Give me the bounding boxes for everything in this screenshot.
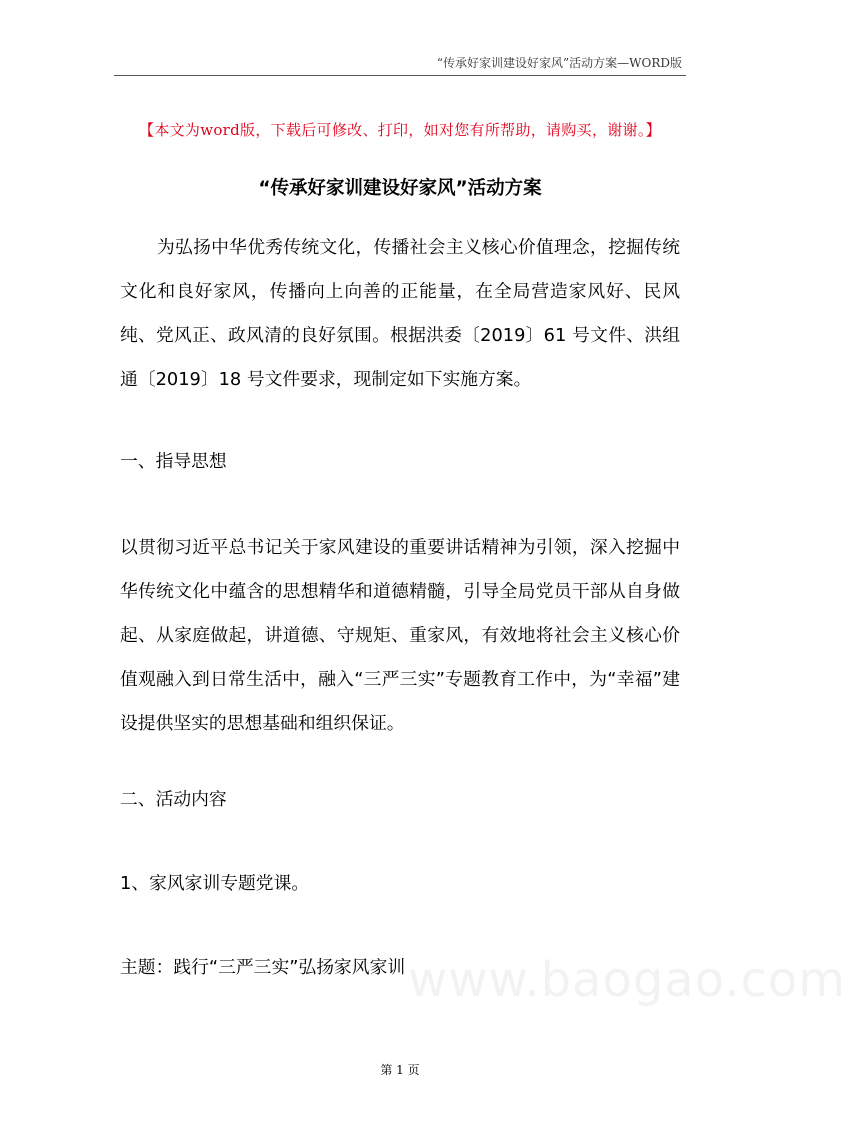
section-heading-activity-content: 二、活动内容: [120, 789, 227, 810]
running-header: “传承好家训建设好家风”活动方案—WORD版: [436, 56, 682, 70]
guiding-ideology-paragraph: 以贯彻习近平总书记关于家风建设的重要讲话精神为引领，深入挖掘中华传统文化中蕴含的思想精华和道德精髓，引导全局党员干部从自身做起、从家庭做起，讲道德、守规矩、重家风，有效地将社会主义核心价值观融入到日常生活中，融入“三严三实”专题教育工作中，为“幸福”建设提供坚实的思想基础和组织保证。: [120, 537, 680, 734]
document-title: “传承好家训建设好家风”活动方案: [258, 178, 542, 199]
page-number: 第 1 页: [380, 1063, 420, 1077]
intro-paragraph: 为弘扬中华优秀传统文化，传播社会主义核心价值理念，挖掘传统文化和良好家风，传播向上向善的正能量，在全局营造家风好、民风纯、党风正、政风清的良好氛围。根据洪委〔2019〕61 号文件、洪组通〔2019〕18 号文件要求，现制定如下实施方案。: [120, 237, 680, 390]
download-notice: 【本文为word版，下载后可修改、打印，如对您有所帮助，请购买，谢谢。】: [139, 121, 661, 139]
activity-theme: 主题：践行“三严三实”弘扬家风家训: [120, 957, 406, 978]
section-heading-guiding-ideology: 一、指导思想: [120, 451, 227, 472]
watermark: www.baogao.com: [408, 952, 846, 1008]
activity-item-1: 1、家风家训专题党课。: [120, 873, 310, 894]
header-divider: [114, 75, 686, 76]
